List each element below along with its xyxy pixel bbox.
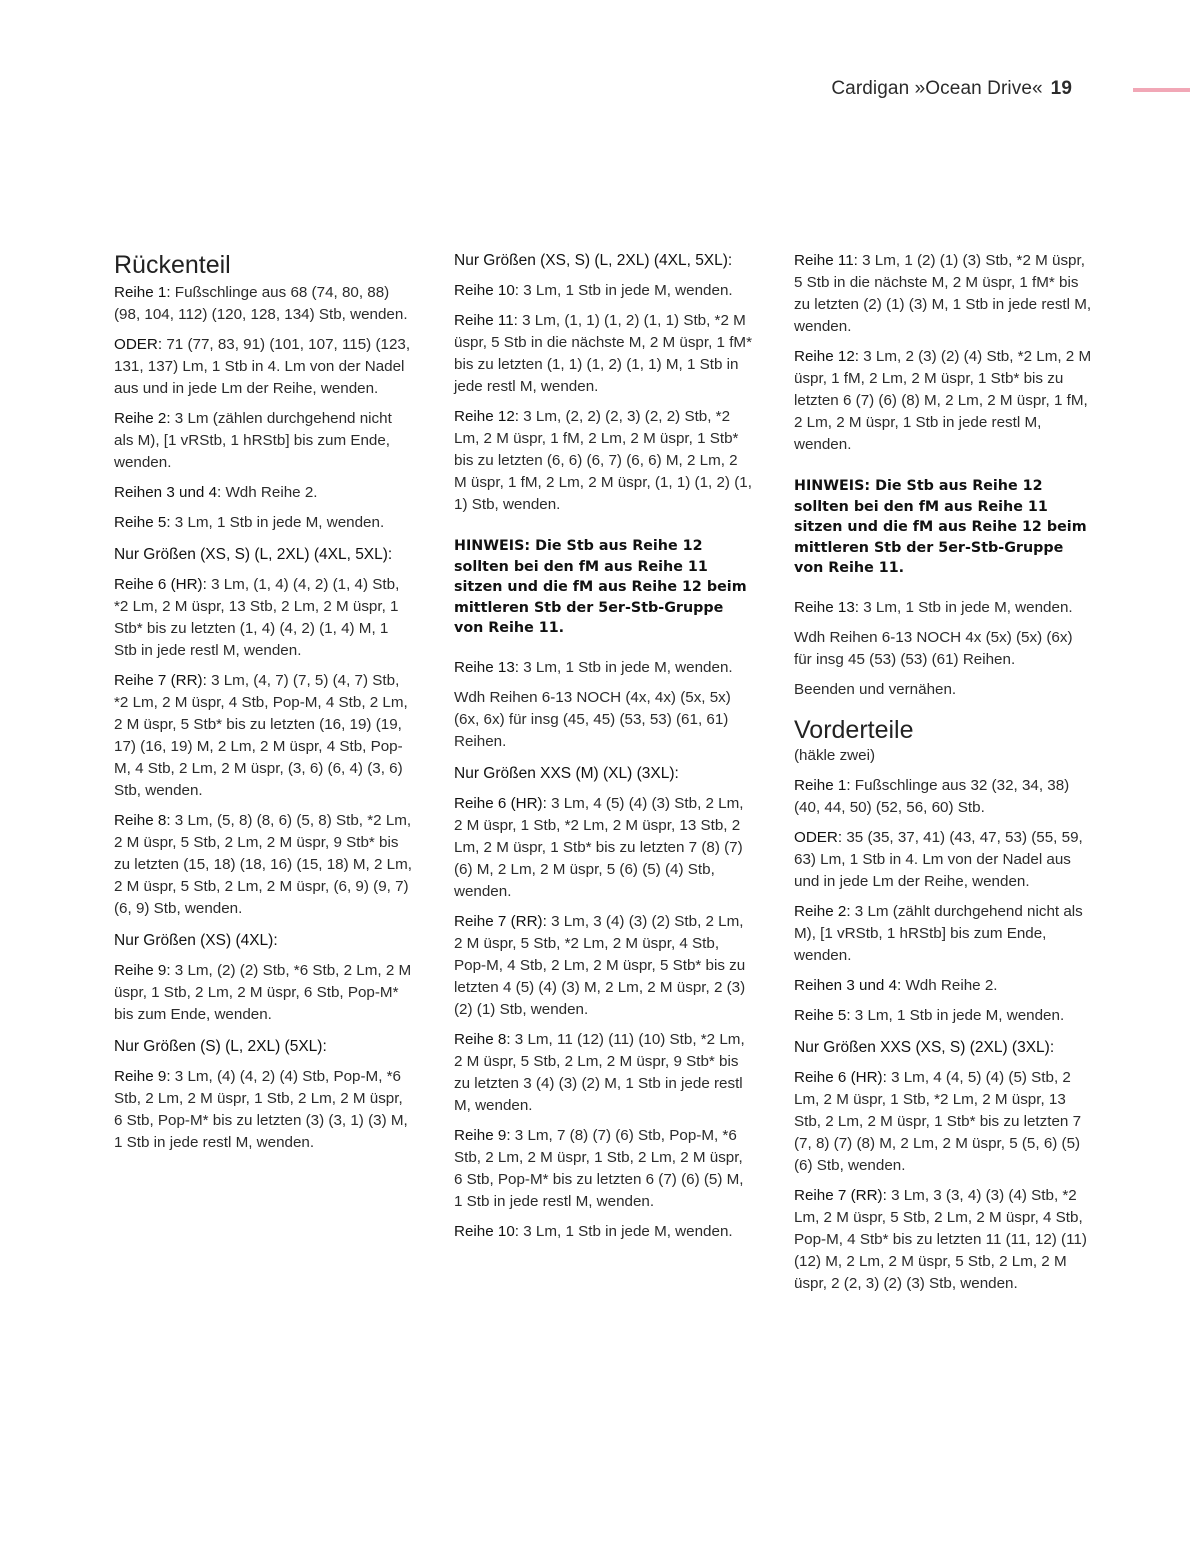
page-number: 19 xyxy=(1050,78,1072,99)
row-instruction xyxy=(114,334,414,400)
row-label: Reihe 9: xyxy=(114,1068,171,1085)
row-text: 3 Lm (zählt durchgehend nicht als M), [1 vRStb, 1 hRStb] bis zum Ende, wenden. xyxy=(794,902,1083,964)
row-instruction xyxy=(114,512,414,534)
column-1 xyxy=(114,250,414,1162)
row-instruction xyxy=(114,408,414,474)
row-instruction xyxy=(114,810,414,920)
row-instruction xyxy=(454,406,754,516)
row-label: Reihe 7 (RR): xyxy=(794,1186,887,1204)
row-text: 3 Lm, (2) (2) Stb, *6 Stb, 2 Lm, 2 M üspr, 1 Stb, 2 Lm, 2 M üspr, 6 Stb, Pop-M* bis zum Ende, wenden. xyxy=(114,962,412,1023)
note-text: Die Stb aus Reihe 12 sollten bei den fM aus Reihe 11 sitzen und die fM aus Reihe 12 beim mittleren Stb der 5er-Stb-Gruppe von Reihe 11. xyxy=(794,478,1087,576)
row-instruction xyxy=(114,482,414,504)
row-label: Reihe 12: xyxy=(794,348,860,365)
row-instruction xyxy=(454,657,754,679)
row-text: 3 Lm, 1 (2) (1) (3) Stb, *2 M üspr, 5 Stb in die nächste M, 2 M üspr, 1 fM* bis zu letzten (2) (1) (3) M, 1 Stb in jede restl M, wenden. xyxy=(794,252,1092,335)
size-subheading: Nur Größen XXS (XS, S) (2XL) (3XL): xyxy=(794,1038,1055,1056)
row-text: 3 Lm, (2, 2) (2, 3) (2, 2) Stb, *2 Lm, 2 M üspr, 1 fM, 2 Lm, 2 M üspr, 1 Stb* bis zu letzten (6, 6) (6, 7) (6, 6) M, 2 Lm, 2 M üspr, 1 fM, 2 Lm, 2 M üspr, (1, 1) (1, 2) (1, 1) Stb, wenden. xyxy=(454,408,752,513)
row-text: 71 (77, 83, 91) (101, 107, 115) (123, 131, 137) Lm, 1 Stb in 4. Lm von der Nadel aus und in jede Lm der Reihe, wenden. xyxy=(114,336,411,397)
size-subheading: Nur Größen (S) (L, 2XL) (5XL): xyxy=(114,1038,327,1055)
row-label: Reihe 12: xyxy=(454,408,520,425)
row-label: Reihe 8: xyxy=(454,1030,511,1048)
row-label: Reihe 6 (HR): xyxy=(794,1068,887,1086)
row-text: 3 Lm, 1 Stb in jede M, wenden. xyxy=(519,658,733,676)
note-text: Die Stb aus Reihe 12 sollten bei den fM aus Reihe 11 sitzen und die fM aus Reihe 12 beim mittleren Stb der 5er-Stb-Gruppe von Reihe 11. xyxy=(454,538,747,636)
row-text: Fußschlinge aus 68 (74, 80, 88) (98, 104, 112) (120, 128, 134) Stb, wenden. xyxy=(114,284,408,323)
row-instruction xyxy=(794,827,1094,893)
row-text: 3 Lm, 11 (12) (11) (10) Stb, *2 Lm, 2 M üspr, 5 Stb, 2 Lm, 2 M üspr, 9 Stb* bis zu letzten 3 (4) (3) (2) M, 1 Stb in jede restl M, wenden. xyxy=(454,1030,745,1114)
row-text: 3 Lm, 7 (8) (7) (6) Stb, Pop-M, *6 Stb, 2 Lm, 2 M üspr, 1 Stb, 2 Lm, 2 M üspr, 6 Stb, Pop-M* bis zu letzten 6 (7) (6) (5) M, 1 Stb in jede restl M, wenden. xyxy=(454,1126,744,1210)
row-instruction xyxy=(794,1067,1094,1177)
finish-instruction: Beenden und vernähen. xyxy=(794,680,957,698)
row-instruction xyxy=(454,1125,754,1213)
size-subheading: Nur Größen (XS, S) (L, 2XL) (4XL, 5XL): xyxy=(114,546,393,563)
row-text: 3 Lm, 2 (3) (2) (4) Stb, *2 Lm, 2 M üspr, 1 fM, 2 Lm, 2 M üspr, 1 Stb* bis zu letzten 6 (7) (6) (8) M, 2 Lm, 2 M üspr, 1 fM, 2 Lm, 2 M üspr, 1 Stb in jede restl M, wenden. xyxy=(794,348,1092,453)
row-text: 3 Lm, (1, 4) (4, 2) (1, 4) Stb, *2 Lm, 2 M üspr, 13 Stb, 2 Lm, 2 M üspr, 1 Stb* bis zu letzten (1, 4) (4, 2) (1, 4) M, 1 Stb in jede restl M, wenden. xyxy=(114,576,400,659)
row-label: Reihe 13: xyxy=(794,598,860,616)
row-instruction xyxy=(454,793,754,903)
row-instruction xyxy=(114,960,414,1026)
row-instruction xyxy=(454,1221,754,1243)
row-label: Reihe 9: xyxy=(114,962,171,979)
section-heading-rueckenteil: Rückenteil xyxy=(114,251,231,279)
row-instruction xyxy=(454,280,754,302)
row-label: Reihe 8: xyxy=(114,812,171,829)
row-instruction xyxy=(454,310,754,398)
row-instruction xyxy=(794,775,1094,819)
row-text: 3 Lm, 4 (4, 5) (4) (5) Stb, 2 Lm, 2 M üspr, 1 Stb, *2 Lm, 2 M üspr, 13 Stb, 2 Lm, 2 M üspr, 1 Stb* bis zu letzten 7 (7, 8) (7) (8) M, 2 Lm, 2 M üspr, 5 (5, 6) (5) (6) Stb, wenden. xyxy=(794,1068,1082,1174)
row-label: Reihe 11: xyxy=(454,312,518,329)
note-label: HINWEIS: xyxy=(454,538,531,554)
row-text: Wdh Reihe 2. xyxy=(901,976,998,994)
row-text: 3 Lm, (1, 1) (1, 2) (1, 1) Stb, *2 M üspr, 5 Stb in die nächste M, 2 M üspr, 1 fM* bis zu letzten (1, 1) (1, 2) (1, 1) M, 1 Stb in jede restl M, wenden. xyxy=(454,312,752,395)
row-text: 3 Lm, (4) (4, 2) (4) Stb, Pop-M, *6 Stb, 2 Lm, 2 M üspr, 1 Stb, 2 Lm, 2 M üspr, 6 Stb, Pop-M* bis zu letzten (3) (3, 1) (3) M, 1 Stb in jede restl M, wenden. xyxy=(114,1068,408,1151)
running-header-title: Cardigan »Ocean Drive« xyxy=(831,78,1043,99)
row-text: 3 Lm, 3 (3, 4) (3) (4) Stb, *2 Lm, 2 M üspr, 5 Stb, 2 Lm, 2 M üspr, 4 Stb, Pop-M, 4 Stb* bis zu letzten 11 (11, 12) (11) (12) M, 2 Lm, 2 M üspr, 5 Stb, 2 Lm, 2 M üspr, 2 (2, 3) (2) (3) Stb, wenden. xyxy=(794,1186,1087,1292)
row-label: Reihe 5: xyxy=(794,1006,851,1024)
row-instruction xyxy=(114,574,414,662)
repeat-instruction: Wdh Reihen 6-13 NOCH (4x, 4x) (5x, 5x) (6x, 6x) für insg (45, 45) (53, 53) (61, 61) Reihen. xyxy=(454,688,731,750)
row-instruction xyxy=(454,1029,754,1117)
header-accent-bar xyxy=(1133,88,1190,92)
row-label: ODER: xyxy=(114,336,163,353)
row-text: 3 Lm (zählen durchgehend nicht als M), [1 vRStb, 1 hRStb] bis zum Ende, wenden. xyxy=(114,410,392,471)
row-instruction xyxy=(794,250,1094,338)
row-label: Reihe 7 (RR): xyxy=(114,672,207,689)
running-header xyxy=(831,78,1072,100)
section-subtitle: (häkle zwei) xyxy=(794,746,876,764)
row-label: Reihe 1: xyxy=(114,284,171,301)
row-text: 3 Lm, 1 Stb in jede M, wenden. xyxy=(850,1006,1065,1024)
row-text: 3 Lm, (5, 8) (8, 6) (5, 8) Stb, *2 Lm, 2 M üspr, 5 Stb, 2 Lm, 2 M üspr, 9 Stb* bis zu letzten (15, 18) (18, 16) (15, 18) M, 2 Lm, 2 M üspr, 5 Stb, 2 Lm, 2 M üspr, (6, 9) (9, 7) (6, 9) Stb, wenden. xyxy=(114,812,412,917)
row-label: Reihe 6 (HR): xyxy=(114,576,207,593)
row-text: 3 Lm, 1 Stb in jede M, wenden. xyxy=(170,514,385,531)
row-text: 3 Lm, 1 Stb in jede M, wenden. xyxy=(519,1222,733,1240)
row-label: Reihe 13: xyxy=(454,658,520,676)
column-3 xyxy=(794,250,1094,1303)
row-instruction xyxy=(794,975,1094,997)
row-instruction xyxy=(114,670,414,802)
row-text: 3 Lm, 1 Stb in jede M, wenden. xyxy=(859,598,1073,616)
size-subheading: Nur Größen (XS, S) (L, 2XL) (4XL, 5XL): xyxy=(454,252,733,269)
repeat-instruction: Wdh Reihen 6-13 NOCH 4x (5x) (5x) (6x) für insg 45 (53) (53) (61) Reihen. xyxy=(794,628,1073,668)
row-label: Reihen 3 und 4: xyxy=(114,484,222,501)
row-label: Reihe 5: xyxy=(114,514,171,531)
row-text: 3 Lm, 4 (5) (4) (3) Stb, 2 Lm, 2 M üspr, 1 Stb, *2 Lm, 2 M üspr, 13 Stb, 2 Lm, 2 M üspr, 1 Stb* bis zu letzten 7 (8) (7) (6) M, 2 Lm, 2 M üspr, 5 (6) (5) (4) Stb, wenden. xyxy=(454,794,744,900)
row-label: Reihe 2: xyxy=(794,902,851,920)
row-label: Reihe 10: xyxy=(454,1222,520,1240)
row-instruction xyxy=(794,1005,1094,1027)
row-instruction xyxy=(114,282,414,326)
note-box xyxy=(794,476,1094,579)
row-instruction xyxy=(454,911,754,1021)
row-instruction xyxy=(794,901,1094,967)
row-label: Reihe 10: xyxy=(454,282,520,299)
row-text: Wdh Reihe 2. xyxy=(221,484,318,501)
row-text: 3 Lm, 1 Stb in jede M, wenden. xyxy=(519,282,733,299)
row-label: Reihe 6 (HR): xyxy=(454,794,547,812)
row-label: Reihe 2: xyxy=(114,410,171,427)
row-label: Reihe 1: xyxy=(794,776,851,794)
row-label: ODER: xyxy=(794,828,843,846)
row-text: 3 Lm, (4, 7) (7, 5) (4, 7) Stb, *2 Lm, 2 M üspr, 4 Stb, Pop-M, 4 Stb, 2 Lm, 2 M üspr, 5 Stb* bis zu letzten (16, 19) (19, 17) (16, 19) M, 2 Lm, 2 M üspr, 4 Stb, Pop-M, 4 Stb, 2 Lm, 2 M üspr, (3, 6) (6, 4) (3, 6) Stb, wenden. xyxy=(114,672,408,799)
row-instruction xyxy=(114,1066,414,1154)
row-text: Fußschlinge aus 32 (32, 34, 38) (40, 44, 50) (52, 56, 60) Stb. xyxy=(794,776,1070,816)
row-instruction xyxy=(794,1185,1094,1295)
row-text: 3 Lm, 3 (4) (3) (2) Stb, 2 Lm, 2 M üspr, 5 Stb, *2 Lm, 2 M üspr, 4 Stb, Pop-M, 4 Stb, 2 Lm, 2 M üspr, 5 Stb* bis zu letzten 4 (5) (4) (3) M, 2 Lm, 2 M üspr, 2 (3) (2) (1) Stb, wenden. xyxy=(454,912,746,1018)
row-label: Reihen 3 und 4: xyxy=(794,976,902,994)
note-label: HINWEIS: xyxy=(794,478,871,494)
row-instruction xyxy=(794,346,1094,456)
column-2 xyxy=(454,250,754,1251)
section-heading-vorderteile: Vorderteile xyxy=(794,715,914,744)
size-subheading: Nur Größen (XS) (4XL): xyxy=(114,932,278,949)
size-subheading: Nur Größen XXS (M) (XL) (3XL): xyxy=(454,764,679,782)
row-label: Reihe 7 (RR): xyxy=(454,912,547,930)
note-box xyxy=(454,536,754,639)
row-instruction xyxy=(794,597,1094,619)
row-text: 35 (35, 37, 41) (43, 47, 53) (55, 59, 63) Lm, 1 Stb in 4. Lm von der Nadel aus und in jede Lm der Reihe, wenden. xyxy=(794,828,1083,890)
row-label: Reihe 11: xyxy=(794,252,858,269)
row-label: Reihe 9: xyxy=(454,1126,511,1144)
